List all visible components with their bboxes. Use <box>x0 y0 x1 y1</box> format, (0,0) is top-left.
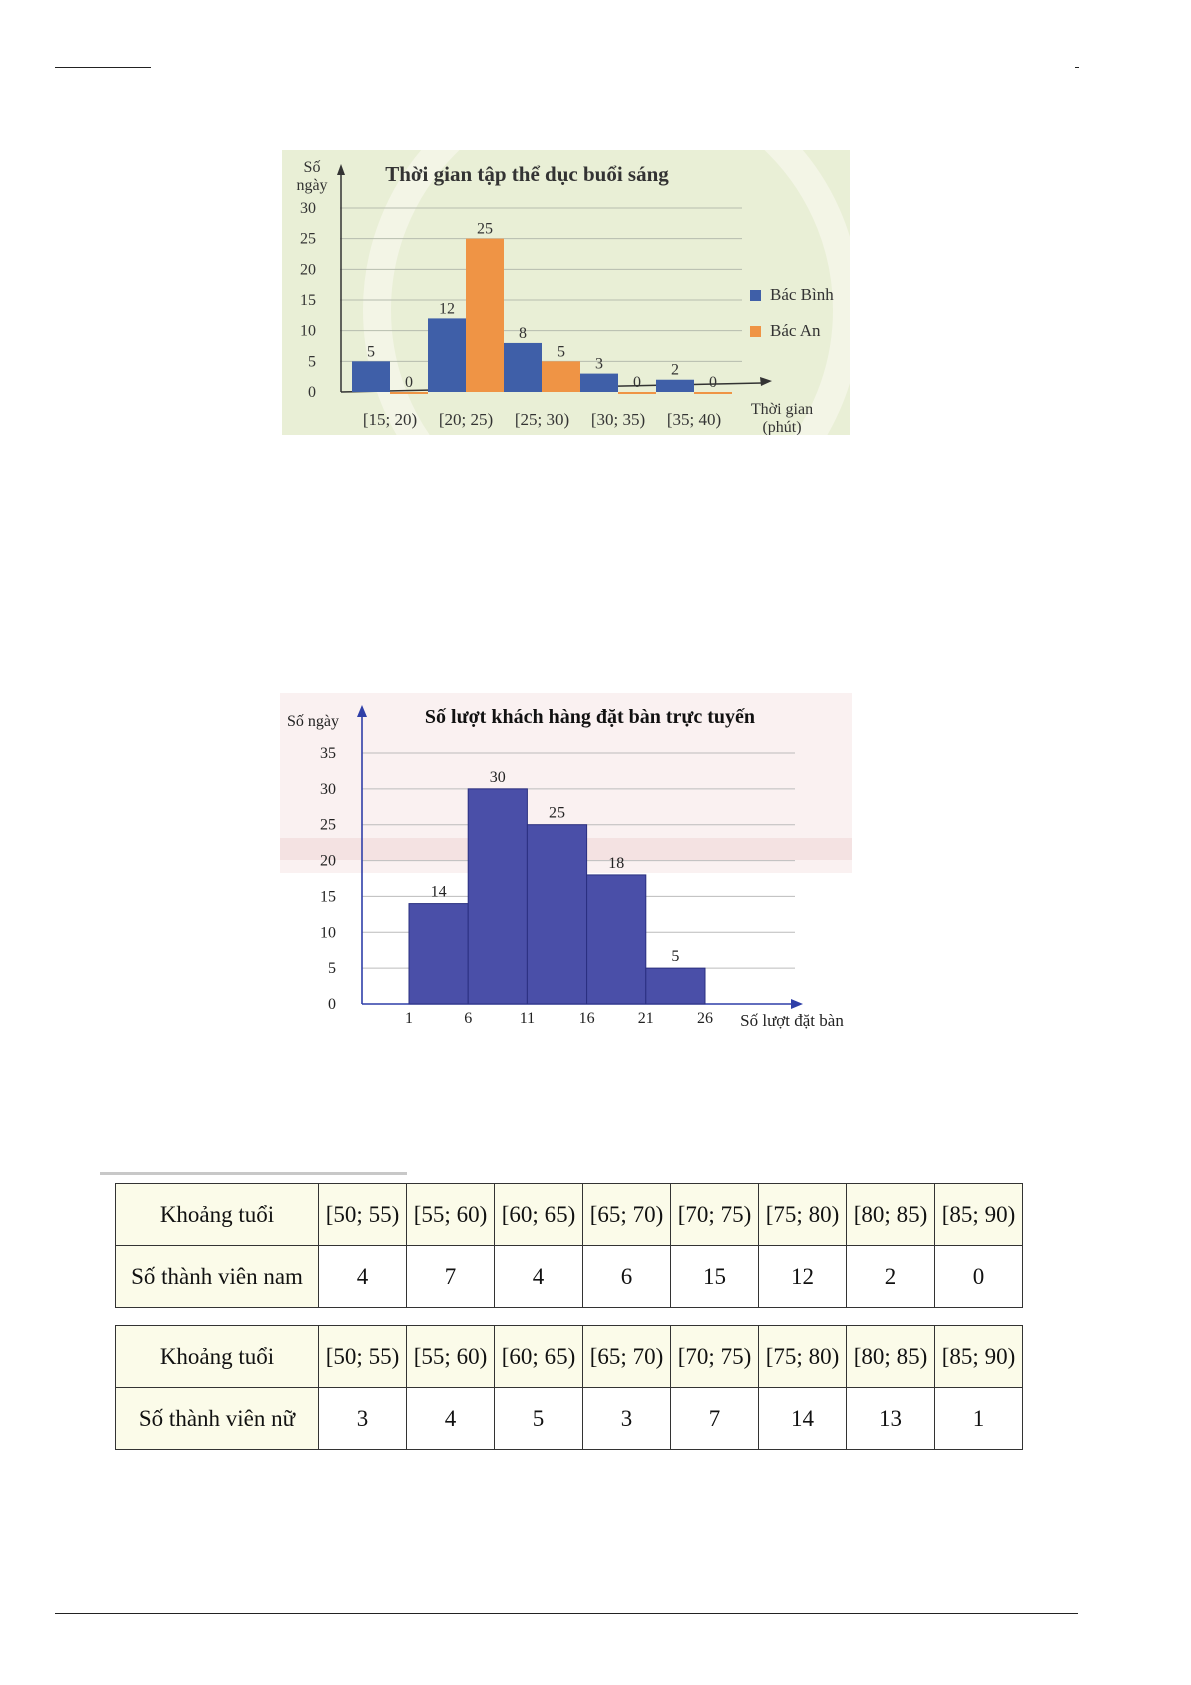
data-label: 5 <box>557 343 565 361</box>
x-tick-label: [15; 20) <box>362 410 418 429</box>
y-axis-label: Số <box>303 159 321 176</box>
age-interval-cell: [75; 80) <box>759 1326 847 1388</box>
data-label: 0 <box>633 374 641 391</box>
count-cell: 4 <box>319 1246 407 1308</box>
table-row <box>116 1246 1023 1308</box>
y-tick-label: 20 <box>320 852 336 870</box>
bar <box>468 789 527 1004</box>
x-axis-label: Số lượt đặt bàn <box>740 1011 844 1030</box>
x-tick-label: 21 <box>637 1010 654 1027</box>
count-cell: 14 <box>759 1388 847 1450</box>
data-label: 14 <box>430 883 447 901</box>
y-tick-label: 10 <box>300 322 316 340</box>
y-axis-label: Số ngày <box>287 713 339 730</box>
x-tick-label: 6 <box>464 1010 473 1027</box>
bar <box>390 392 428 394</box>
x-tick-label: [35; 40) <box>666 410 722 429</box>
bar <box>587 875 646 1004</box>
bar <box>580 374 618 392</box>
age-interval-cell: [85; 90) <box>935 1326 1023 1388</box>
legend-label: Bác Bình <box>770 285 834 304</box>
table-row-header: Số thành viên nữ <box>116 1388 319 1450</box>
chart-title: Số lượt khách hàng đặt bàn trực tuyến <box>424 706 756 728</box>
count-cell: 4 <box>407 1388 495 1450</box>
y-axis-label: ngày <box>296 177 328 194</box>
bar <box>694 392 732 394</box>
exercise-time-chart-svg <box>282 150 850 435</box>
table-row <box>116 1184 1023 1246</box>
y-tick-label: 30 <box>300 200 316 217</box>
age-interval-cell: [65; 70) <box>583 1184 671 1246</box>
female-members-table <box>115 1325 1023 1450</box>
data-label: 12 <box>439 300 455 318</box>
male-members-table <box>115 1183 1023 1308</box>
table-row <box>116 1388 1023 1450</box>
table-row-header: Khoảng tuổi <box>116 1326 319 1388</box>
age-interval-cell: [80; 85) <box>847 1326 935 1388</box>
y-tick-label: 5 <box>328 960 336 978</box>
y-tick-label: 5 <box>308 353 316 371</box>
age-interval-cell: [50; 55) <box>319 1184 407 1246</box>
footer-rule <box>55 1613 1078 1614</box>
count-cell: 3 <box>583 1388 671 1450</box>
y-tick-label: 10 <box>320 924 336 942</box>
bar <box>409 904 468 1004</box>
data-label: 30 <box>489 768 506 786</box>
data-label: 5 <box>367 343 375 361</box>
count-cell: 5 <box>495 1388 583 1450</box>
y-tick-label: 30 <box>320 780 336 798</box>
y-tick-label: 35 <box>320 745 336 762</box>
x-axis-arrow <box>791 999 803 1009</box>
count-cell: 3 <box>319 1388 407 1450</box>
count-cell: 7 <box>671 1388 759 1450</box>
count-cell: 6 <box>583 1246 671 1308</box>
age-interval-cell: [60; 65) <box>495 1184 583 1246</box>
x-tick-label: [30; 35) <box>590 410 646 429</box>
age-interval-cell: [75; 80) <box>759 1184 847 1246</box>
y-tick-label: 20 <box>300 261 316 279</box>
data-label: 8 <box>519 324 527 342</box>
data-label: 18 <box>608 854 625 872</box>
online-booking-histogram <box>280 693 852 1035</box>
y-tick-label: 25 <box>300 230 316 248</box>
y-tick-label: 0 <box>308 384 316 401</box>
age-interval-cell: [50; 55) <box>319 1326 407 1388</box>
age-interval-cell: [55; 60) <box>407 1326 495 1388</box>
count-cell: 7 <box>407 1246 495 1308</box>
count-cell: 13 <box>847 1388 935 1450</box>
age-interval-cell: [70; 75) <box>671 1326 759 1388</box>
legend-swatch <box>750 326 761 337</box>
x-tick-label: [25; 30) <box>514 410 570 429</box>
chart-title: Thời gian tập thể dục buổi sáng <box>385 162 669 186</box>
y-tick-label: 15 <box>320 888 336 906</box>
count-cell: 15 <box>671 1246 759 1308</box>
y-tick-label: 15 <box>300 292 316 309</box>
legend-label: Bác An <box>770 321 821 340</box>
header-rule-left <box>55 67 151 68</box>
bar <box>527 825 586 1004</box>
bar <box>352 361 390 392</box>
age-interval-cell: [80; 85) <box>847 1184 935 1246</box>
count-cell: 4 <box>495 1246 583 1308</box>
table-row-header: Số thành viên nam <box>116 1246 319 1308</box>
data-label: 3 <box>595 355 603 373</box>
data-label: 0 <box>709 374 717 391</box>
count-cell: 0 <box>935 1246 1023 1308</box>
data-label: 2 <box>671 361 679 379</box>
y-tick-label: 25 <box>320 816 336 834</box>
age-interval-cell: [85; 90) <box>935 1184 1023 1246</box>
y-tick-label: 0 <box>328 996 336 1013</box>
exercise-time-chart <box>282 150 850 435</box>
bar <box>646 968 705 1004</box>
age-interval-cell: [65; 70) <box>583 1326 671 1388</box>
data-label: 25 <box>477 220 493 238</box>
x-axis-label: (phút) <box>762 419 802 435</box>
bar <box>466 239 504 392</box>
bar <box>428 318 466 392</box>
bar <box>618 392 656 394</box>
data-label: 5 <box>671 948 680 966</box>
x-tick-label: 16 <box>578 1010 595 1027</box>
age-interval-cell: [60; 65) <box>495 1326 583 1388</box>
data-label: 0 <box>405 374 413 391</box>
x-tick-label: [20; 25) <box>438 410 494 429</box>
age-interval-cell: [70; 75) <box>671 1184 759 1246</box>
age-interval-cell: [55; 60) <box>407 1184 495 1246</box>
x-axis-label: Thời gian <box>750 401 814 418</box>
bar <box>504 343 542 392</box>
x-tick-label: 26 <box>697 1010 713 1027</box>
bar <box>542 361 580 392</box>
data-label: 25 <box>549 804 565 822</box>
bar <box>656 380 694 392</box>
table-row-header: Khoảng tuổi <box>116 1184 319 1246</box>
legend-swatch <box>750 290 761 301</box>
table-section-rule <box>100 1172 407 1175</box>
count-cell: 1 <box>935 1388 1023 1450</box>
x-tick-label: 1 <box>405 1010 413 1027</box>
online-booking-histogram-svg <box>280 693 852 1035</box>
count-cell: 12 <box>759 1246 847 1308</box>
table-row <box>116 1326 1023 1388</box>
count-cell: 2 <box>847 1246 935 1308</box>
header-rule-right-mark <box>1075 67 1079 68</box>
x-tick-label: 11 <box>519 1010 536 1027</box>
